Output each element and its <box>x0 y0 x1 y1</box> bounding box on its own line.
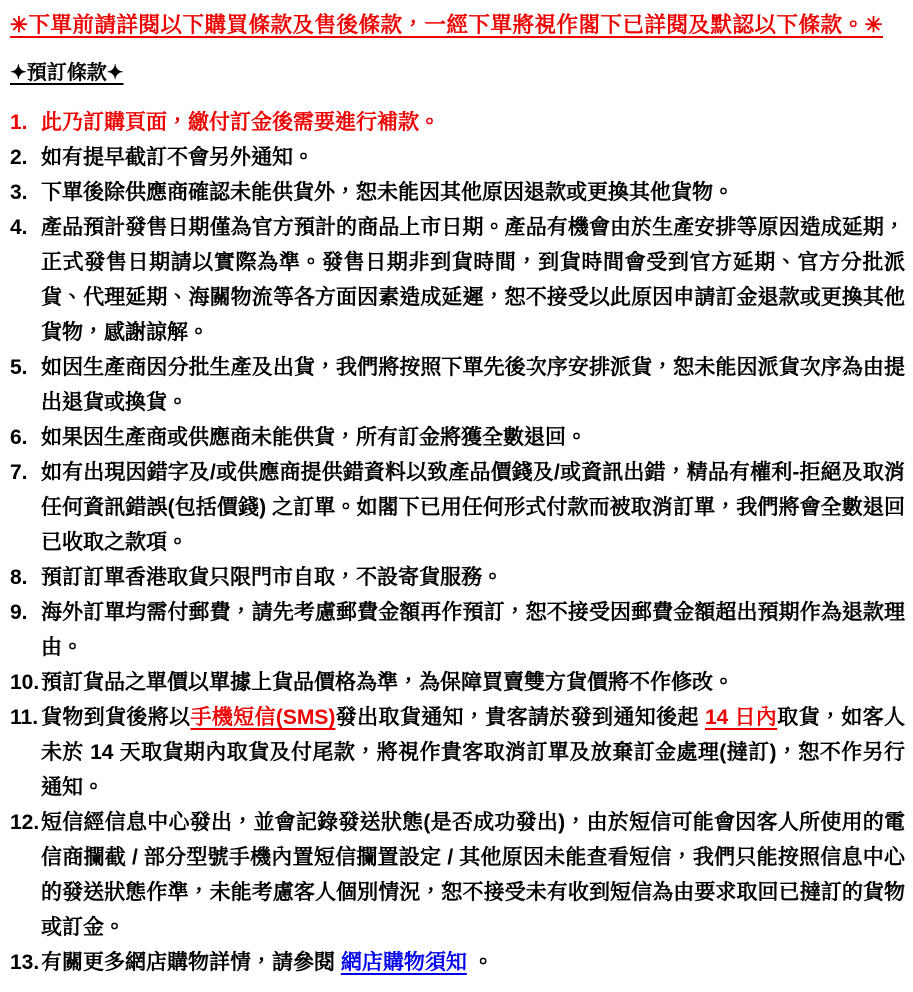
term-number: 2. <box>10 146 28 169</box>
term-number: 10. <box>10 671 40 694</box>
term-text <box>41 945 905 980</box>
term-text-segment: 發出取貨通知，貴客請於發到通知後起 <box>335 706 705 729</box>
term-number: 4. <box>10 216 28 239</box>
term-text <box>41 210 905 350</box>
term-item-8 <box>10 560 905 595</box>
term-text-segment: 海外訂單均需付郵費，請先考慮郵費金額再作預訂，恕不接受因郵費金額超出預期作為退款理由。 <box>41 601 905 659</box>
term-item-3 <box>10 175 905 210</box>
term-text-segment: 。 <box>466 951 494 974</box>
term-item-9 <box>10 595 905 665</box>
term-number: 13. <box>10 951 40 974</box>
term-number: 1. <box>10 111 28 134</box>
term-text-segment: 下單後除供應商確認未能供貨外，恕未能因其他原因退款或更換其他貨物。 <box>41 181 734 204</box>
highlighted-red-text: 手機短信(SMS) <box>190 706 336 729</box>
term-item-2 <box>10 140 905 175</box>
terms-list <box>10 105 905 980</box>
term-text <box>41 105 905 140</box>
term-text-segment: 如果因生產商或供應商未能供貨，所有訂金將獲全數退回。 <box>41 426 587 449</box>
term-text-segment: 有關更多網店購物詳情，請參閱 <box>41 951 341 974</box>
term-text <box>41 140 905 175</box>
term-text-segment: 如有出現因錯字及/或供應商提供錯資料以致產品價錢及/或資訊出錯，精品有權利-拒絕及取消任何資訊錯誤(包括價錢) 之訂單。如閣下已用任何形式付款而被取消訂單，我們將會全數退回已收取之款項。 <box>41 461 905 554</box>
term-text-segment: 如有提早截訂不會另外通知。 <box>41 146 314 169</box>
term-number: 7. <box>10 461 28 484</box>
section-header-text: ✦預訂條款✦ <box>10 62 124 84</box>
term-number: 8. <box>10 566 28 589</box>
term-text <box>41 420 905 455</box>
section-header-preorder-terms <box>10 60 905 86</box>
term-text <box>41 350 905 420</box>
term-number: 11. <box>10 706 39 729</box>
term-number: 6. <box>10 426 28 449</box>
term-text-segment: 貨物到貨後將以 <box>41 706 191 729</box>
term-text <box>41 700 905 805</box>
term-item-12 <box>10 805 905 945</box>
highlighted-red-text: 14 日內 <box>704 706 778 729</box>
term-text-segment: 預訂貨品之單價以單據上貨品價格為準，為保障買賣雙方貨價將不作修改。 <box>41 671 734 694</box>
term-item-6 <box>10 420 905 455</box>
term-text-segment: 此乃訂購頁面，繳付訂金後需要進行補款。 <box>41 111 440 134</box>
term-number: 9. <box>10 601 28 624</box>
term-text-segment: 預訂訂單香港取貨只限門市自取，不設寄貨服務。 <box>41 566 503 589</box>
term-item-4 <box>10 210 905 350</box>
term-item-13 <box>10 945 905 980</box>
term-text <box>41 560 905 595</box>
term-item-1 <box>10 105 905 140</box>
term-text <box>41 595 905 665</box>
term-text-segment: 取貨，如客人未於 14 天取貨期內取貨及付尾款，將視作貴客取消訂單及放棄訂金處理(撻訂)，恕不作另行通知。 <box>41 706 906 799</box>
pre-order-notice-title: ✳下單前請詳閱以下購買條款及售後條款，一經下單將視作閣下已詳閱及默認以下條款。✳ <box>10 13 884 37</box>
term-text-segment: 如因生產商因分批生產及出貨，我們將按照下單先後次序安排派貨，恕未能因派貨次序為由提出退貨或換貨。 <box>41 356 905 414</box>
term-item-10 <box>10 665 905 700</box>
term-text <box>41 665 905 700</box>
term-item-5 <box>10 350 905 420</box>
term-text <box>41 455 905 560</box>
term-text-segment: 產品預計發售日期僅為官方預計的商品上市日期。產品有機會由於生產安排等原因造成延期，正式發售日期請以實際為準。發售日期非到貨時間，到貨時間會受到官方延期、官方分批派貨、代理延期、海關物流等各方面因素造成延遲，恕不接受以此原因申請訂金退款或更換其他貨物，感謝諒解。 <box>41 216 905 344</box>
term-text-segment: 短信經信息中心發出，並會記錄發送狀態(是否成功發出)，由於短信可能會因客人所使用的電信商攔截 / 部分型號手機內置短信攔置設定 / 其他原因未能查看短信，我們只能按照信息中心的發送狀態作準，未能考慮客人個別情況，恕不接受未有收到短信為由要求取回已撻訂的貨物或訂金。 <box>41 811 905 939</box>
term-number: 12. <box>10 811 40 834</box>
term-text <box>41 175 905 210</box>
term-number: 3. <box>10 181 28 204</box>
term-item-7 <box>10 455 905 560</box>
term-number: 5. <box>10 356 28 379</box>
term-item-11 <box>10 700 905 805</box>
store-shopping-guide-link[interactable]: 網店購物須知 <box>340 951 467 974</box>
term-text <box>41 805 905 945</box>
